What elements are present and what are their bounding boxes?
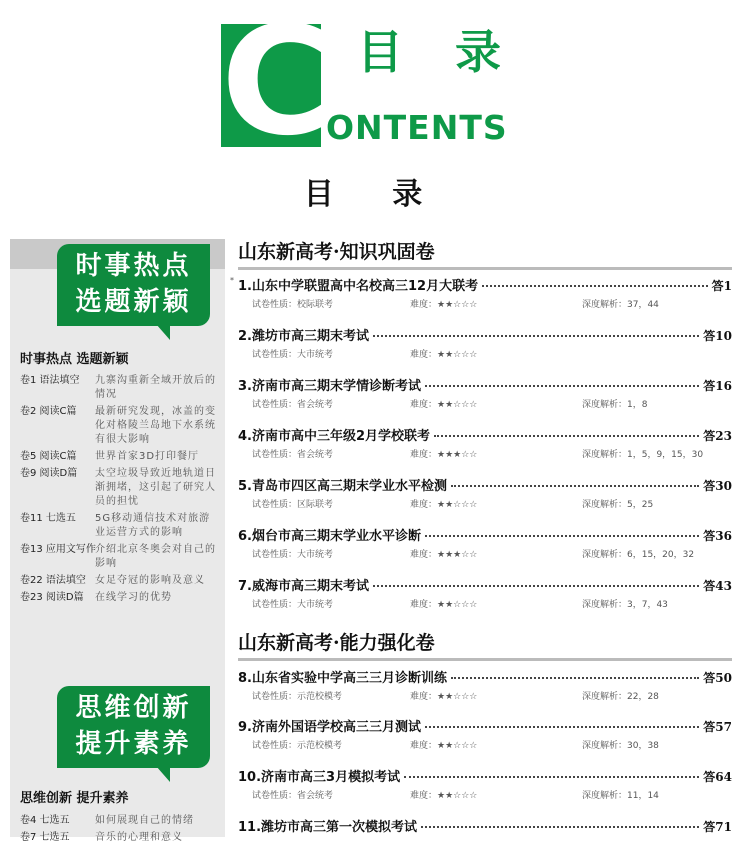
entry-depth	[582, 347, 732, 363]
answer-page: 答50	[703, 671, 732, 685]
toc-entry[interactable]	[238, 275, 732, 313]
toc-entry[interactable]	[238, 425, 732, 463]
entry-title: 8.山东省实验中学高三三月诊断训练	[238, 671, 447, 686]
entry-difficulty: 难度：★★☆☆☆	[410, 300, 478, 310]
leader-dots	[425, 535, 699, 537]
toc-entry[interactable]	[238, 816, 732, 838]
leader-dots	[425, 726, 699, 728]
contents-logo-block	[221, 0, 332, 169]
item-code: 卷7 七选五	[20, 832, 70, 843]
margin-mark: *	[230, 276, 234, 285]
section-heading	[238, 240, 732, 270]
sidebar-item[interactable]	[20, 374, 220, 402]
item-desc: 介绍北京冬奥会对自己的影响	[95, 544, 216, 569]
entry-nature: 试卷性质：大市统考	[252, 550, 334, 560]
leader-dots	[421, 826, 699, 828]
leader-dots	[451, 677, 699, 679]
sidebar-item[interactable]	[20, 814, 220, 828]
entry-difficulty: 难度：★★☆☆☆	[410, 791, 478, 801]
section-title: 山东新高考·能力强化卷	[238, 631, 732, 661]
entry-nature: 试卷性质：示范校模考	[252, 741, 343, 751]
badge-line: 思维创新	[75, 693, 192, 723]
answer-page: 答36	[703, 529, 732, 543]
toc-entry[interactable]	[238, 375, 732, 413]
toc-entry[interactable]	[238, 716, 732, 754]
entry-difficulty: 难度：★★★☆☆	[410, 550, 478, 560]
sidebar-item[interactable]	[20, 543, 220, 571]
entry-nature: 试卷性质：省会统考	[252, 450, 334, 460]
item-code: 卷4 七选五	[20, 815, 70, 826]
entry-difficulty: 难度：★★☆☆☆	[410, 600, 478, 610]
entry-nature: 试卷性质：省会统考	[252, 791, 334, 801]
badge-tail	[156, 324, 170, 340]
sidebar-list	[20, 814, 220, 848]
sidebar-item[interactable]	[20, 450, 220, 464]
item-desc: 太空垃圾导致近地轨道日渐拥堵，这引起了研究人员的担忧	[95, 468, 216, 507]
entry-difficulty: 难度：★★☆☆☆	[410, 400, 478, 410]
item-code: 卷23 阅读D篇	[20, 592, 84, 603]
sidebar-list	[20, 374, 220, 608]
entry-difficulty: 难度：★★☆☆☆	[410, 500, 478, 510]
sidebar-item[interactable]	[20, 574, 220, 588]
entry-difficulty: 难度：★★☆☆☆	[410, 692, 478, 702]
entry-title: 11.潍坊市高三第一次模拟考试	[238, 820, 418, 835]
answer-page: 答30	[703, 479, 732, 493]
entry-title: 9.济南外国语学校高三三月测试	[238, 720, 421, 735]
entry-title: 6.烟台市高三期末学业水平诊断	[238, 529, 421, 544]
answer-page: 答71	[703, 820, 732, 834]
answer-page: 答57	[703, 720, 732, 734]
entry-depth: 深度解析：1，8	[582, 400, 648, 410]
item-code: 卷11 七选五	[20, 513, 76, 524]
page-title: 目 录	[303, 177, 447, 212]
entry-nature: 试卷性质：大市统考	[252, 350, 334, 360]
sidebar-section-title: 思维创新 提升素养	[20, 791, 129, 806]
answer-page: 答10	[703, 329, 732, 343]
item-code: 卷22 语法填空	[20, 575, 86, 586]
leader-dots	[434, 435, 699, 437]
item-code: 卷9 阅读D篇	[20, 468, 78, 479]
entry-depth: 深度解析：30，38	[582, 741, 659, 751]
answer-page: 答43	[703, 579, 732, 593]
entry-depth: 深度解析：6，15，20，32	[582, 550, 695, 560]
section-heading	[238, 631, 732, 661]
entry-difficulty: 难度：★★☆☆☆	[410, 741, 478, 751]
entry-title: 4.济南市高中三年级2月学校联考	[238, 429, 431, 444]
toc-entry[interactable]	[238, 667, 732, 705]
entry-title: 10.济南市高三3月模拟考试	[238, 770, 401, 785]
item-desc: 音乐的心理和意义	[95, 832, 183, 843]
item-desc: 女足夺冠的影响及意义	[95, 575, 205, 586]
sidebar-item[interactable]	[20, 831, 220, 845]
entry-title: 5.青岛市四区高三期末学业水平检测	[238, 479, 447, 494]
item-desc: 如何展现自己的情绪	[95, 815, 194, 826]
item-desc: 在线学习的优势	[95, 592, 172, 603]
entry-depth: 深度解析：3，7，43	[582, 600, 668, 610]
sidebar-item[interactable]	[20, 467, 220, 509]
entry-title: 7.威海市高三期末考试	[238, 579, 369, 594]
leader-dots	[373, 335, 699, 337]
answer-page: 答23	[703, 429, 732, 443]
entry-nature: 试卷性质：校际联考	[252, 300, 334, 310]
leader-dots	[373, 585, 699, 587]
badge-line: 时事热点	[75, 251, 192, 281]
entry-title: 1.山东中学联盟高中名校高三12月大联考	[238, 279, 479, 294]
entry-nature: 试卷性质：区际联考	[252, 500, 334, 510]
item-desc: 5G移动通信技术对旅游业运营方式的影响	[95, 513, 211, 538]
item-desc: 世界首家3D打印餐厅	[95, 451, 200, 462]
entry-depth: 深度解析：11，14	[582, 791, 659, 801]
leader-dots	[451, 485, 699, 487]
entry-depth: 深度解析：22，28	[582, 692, 659, 702]
item-desc: 最新研究发现，冰盖的变化对格陵兰岛地下水系统有很大影响	[95, 406, 216, 445]
leader-dots	[404, 776, 699, 778]
item-code: 卷5 阅读C篇	[20, 451, 77, 462]
entry-difficulty: 难度：★★☆☆☆	[410, 350, 478, 360]
badge-current-events	[57, 244, 210, 326]
entry-depth: 深度解析：37，44	[582, 300, 659, 310]
item-code: 卷2 阅读C篇	[20, 406, 77, 417]
entry-difficulty: 难度：★★★☆☆	[410, 450, 478, 460]
sidebar-item[interactable]	[20, 591, 220, 605]
toc-entry[interactable]	[238, 525, 732, 563]
logo-letter: C	[221, 0, 332, 169]
entry-nature: 试卷性质：示范校模考	[252, 692, 343, 702]
badge-tail	[156, 766, 170, 782]
toc-entry[interactable]	[238, 575, 732, 613]
sidebar-item[interactable]	[20, 405, 220, 447]
badge-thinking-innovation	[57, 686, 210, 768]
answer-page: 答1	[711, 279, 732, 293]
badge-line: 提升素养	[75, 729, 192, 759]
section-title: 山东新高考·知识巩固卷	[238, 240, 732, 270]
entry-depth: 深度解析：1，5，9，15，30	[582, 450, 704, 460]
sidebar-item[interactable]	[20, 512, 220, 540]
contents-word: ONTENTS	[326, 108, 508, 147]
entry-title: 3.济南市高三期末学情诊断考试	[238, 379, 421, 394]
badge-line: 选题新颖	[75, 287, 192, 317]
answer-page: 答64	[703, 770, 732, 784]
toc-entry[interactable]	[238, 325, 732, 363]
entry-depth: 深度解析：5，25	[582, 500, 654, 510]
toc-entry[interactable]	[238, 475, 732, 513]
sidebar-section-title: 时事热点 选题新颖	[20, 352, 129, 367]
item-desc: 九寨沟重新全域开放后的情况	[95, 375, 216, 400]
entry-title: 2.潍坊市高三期末考试	[238, 329, 369, 344]
entry-nature: 试卷性质：省会统考	[252, 400, 334, 410]
item-code: 卷13 应用文写作	[20, 544, 96, 555]
entry-nature: 试卷性质：大市统考	[252, 600, 334, 610]
leader-dots	[425, 385, 699, 387]
item-code: 卷1 语法填空	[20, 375, 80, 386]
answer-page: 答16	[703, 379, 732, 393]
leader-dots	[482, 285, 708, 287]
toc-entry[interactable]	[238, 766, 732, 804]
header-title: 目录	[357, 25, 553, 79]
